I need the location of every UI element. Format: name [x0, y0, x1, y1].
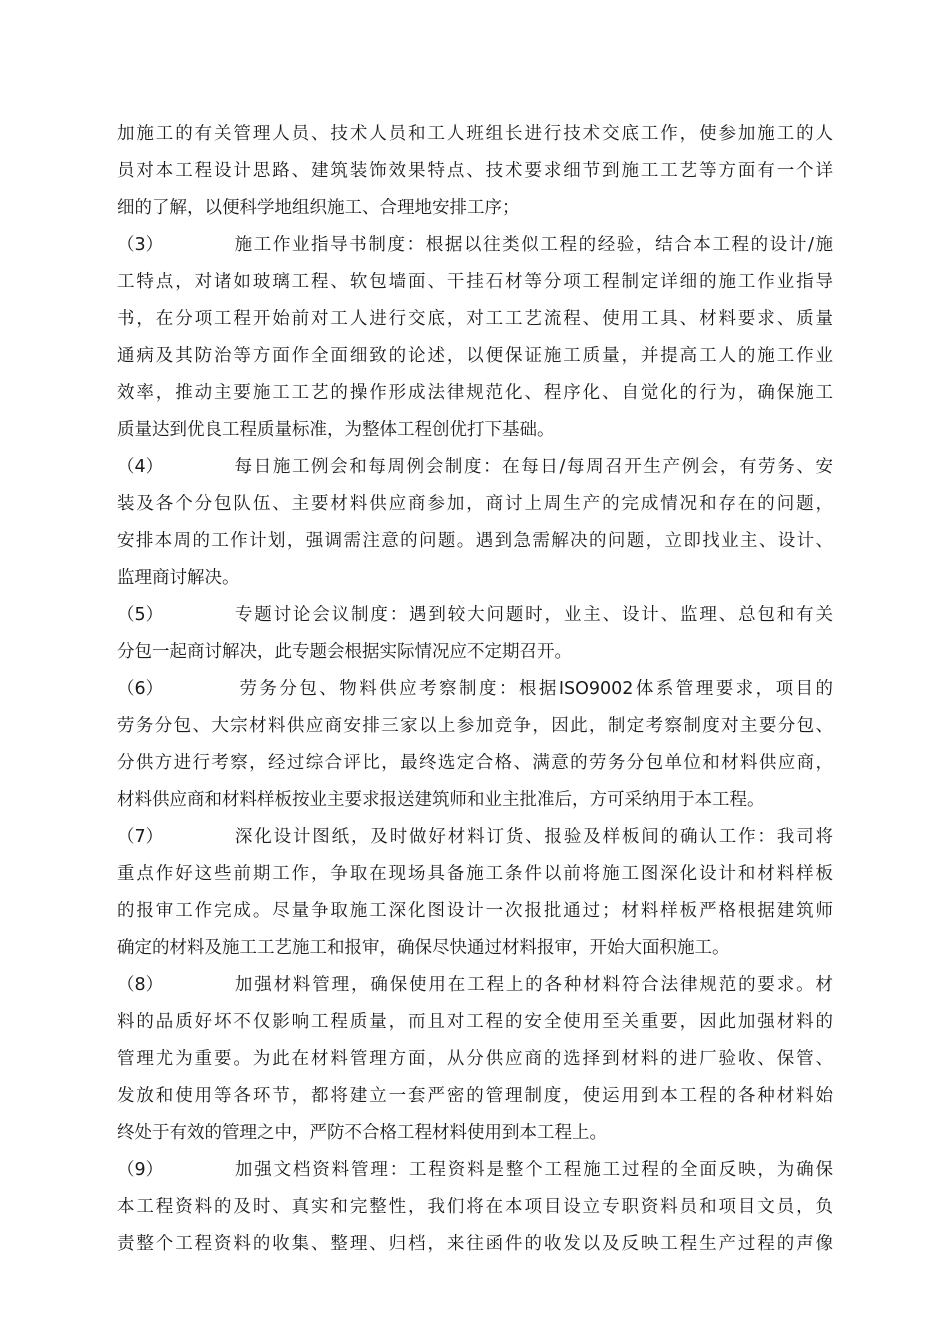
intro-line: 加施工的有关管理人员、技术人员和工人班组长进行技术交底工作，使参加施工的人: [117, 124, 833, 144]
item-line: 的报审工作完成。尽量争取施工深化图设计一次报批通过；材料样板严格根据建筑师: [117, 901, 833, 921]
item-line: 分供方进行考察，经过综合评比，最终选定合格、满意的劳务分包单位和材料供应商，: [117, 753, 833, 773]
item-5-first-line: [117, 603, 833, 627]
item-line: 材料供应商和材料样板按业主要求报送建筑师和业主批准后，方可采纳用于本工程。: [117, 790, 765, 810]
item-text: 专题讨论会议制度：遇到较大问题时，业主、设计、监理、总包和有关: [233, 605, 833, 625]
item-line: 发放和使用等各环节，都将建立一套严密的管理制度，使运用到本工程的各种材料始: [117, 1086, 833, 1106]
item-line: 料的品质好坏不仅影响工程质量，而且对工程的安全使用至关重要，因此加强材料的: [117, 1012, 833, 1032]
item-line: 劳务分包、大宗材料供应商安排三家以上参加竞争，因此，制定考察制度对主要分包、: [117, 716, 833, 736]
item-number: （8）: [117, 975, 164, 995]
item-line: 书，在分项工程开始前对工人进行交底，对工工艺流程、使用工具、材料要求、质量: [117, 309, 833, 329]
item-line: 责整个工程资料的收集、整理、归档，来往函件的收发以及反映工程生产过程的声像: [117, 1234, 833, 1254]
item-number: （5）: [117, 605, 164, 625]
item-number: （7）: [117, 827, 164, 847]
item-text: 施工作业指导书制度：根据以往类似工程的经验，结合本工程的设计/施: [233, 235, 833, 255]
item-text: 劳务分包、物料供应考察制度：根据ISO9002体系管理要求，项目的: [237, 679, 833, 699]
item-9-first-line: [117, 1158, 833, 1182]
item-line: 监理商讨解决。: [117, 568, 240, 588]
item-text: 每日施工例会和每周例会制度：在每日/每周召开生产例会，有劳务、安: [233, 457, 833, 477]
item-line: 分包一起商讨解决，此专题会根据实际情况应不定期召开。: [117, 642, 572, 662]
item-line: 终处于有效的管理之中，严防不合格工程材料使用到本工程上。: [117, 1123, 607, 1143]
item-4-first-line: [117, 455, 833, 479]
item-line: 通病及其防治等方面作全面细致的论述，以便保证施工质量，并提高工人的施工作业: [117, 346, 833, 366]
item-line: 工特点，对诸如玻璃工程、软包墙面、干挂石材等分项工程制定详细的施工作业指导: [117, 272, 833, 292]
item-7-first-line: [117, 825, 833, 849]
item-number: （4）: [117, 457, 164, 477]
item-text: 深化设计图纸，及时做好材料订货、报验及样板间的确认工作：我司将: [233, 827, 833, 847]
item-line: 装及各个分包队伍、主要材料供应商参加，商讨上周生产的完成情况和存在的问题，: [117, 494, 833, 514]
item-line: 管理尤为重要。为此在材料管理方面，从分供应商的选择到材料的进厂验收、保管、: [117, 1049, 833, 1069]
item-8-first-line: [117, 973, 833, 997]
item-line: 效率，推动主要施工工艺的操作形成法律规范化、程序化、自觉化的行为，确保施工: [117, 383, 833, 403]
item-line: 本工程资料的及时、真实和完整性，我们将在本项目设立专职资料员和项目文员，负: [117, 1197, 833, 1217]
item-text: 加强文档资料管理：工程资料是整个工程施工过程的全面反映，为确保: [233, 1160, 833, 1180]
item-number: （6）: [117, 679, 164, 699]
item-line: 确定的材料及施工工艺施工和报审，确保尽快通过材料报审，开始大面积施工。: [117, 938, 730, 958]
item-text: 加强材料管理，确保使用在工程上的各种材料符合法律规范的要求。材: [233, 975, 833, 995]
item-6-first-line: [117, 677, 833, 701]
item-number: （9）: [117, 1160, 164, 1180]
item-line: 重点作好这些前期工作，争取在现场具备施工条件以前将施工图深化设计和材料样板: [117, 864, 833, 884]
item-line: 质量达到优良工程质量标准，为整体工程创优打下基础。: [117, 420, 555, 440]
intro-line: 员对本工程设计思路、建筑装饰效果特点、技术要求细节到施工工艺等方面有一个详: [117, 161, 833, 181]
item-line: 安排本周的工作计划，强调需注意的问题。遇到急需解决的问题，立即找业主、设计、: [117, 531, 833, 551]
intro-line: 细的了解，以便科学地组织施工、合理地安排工序；: [117, 198, 520, 218]
item-number: （3）: [117, 235, 164, 255]
item-3-first-line: [117, 233, 833, 257]
